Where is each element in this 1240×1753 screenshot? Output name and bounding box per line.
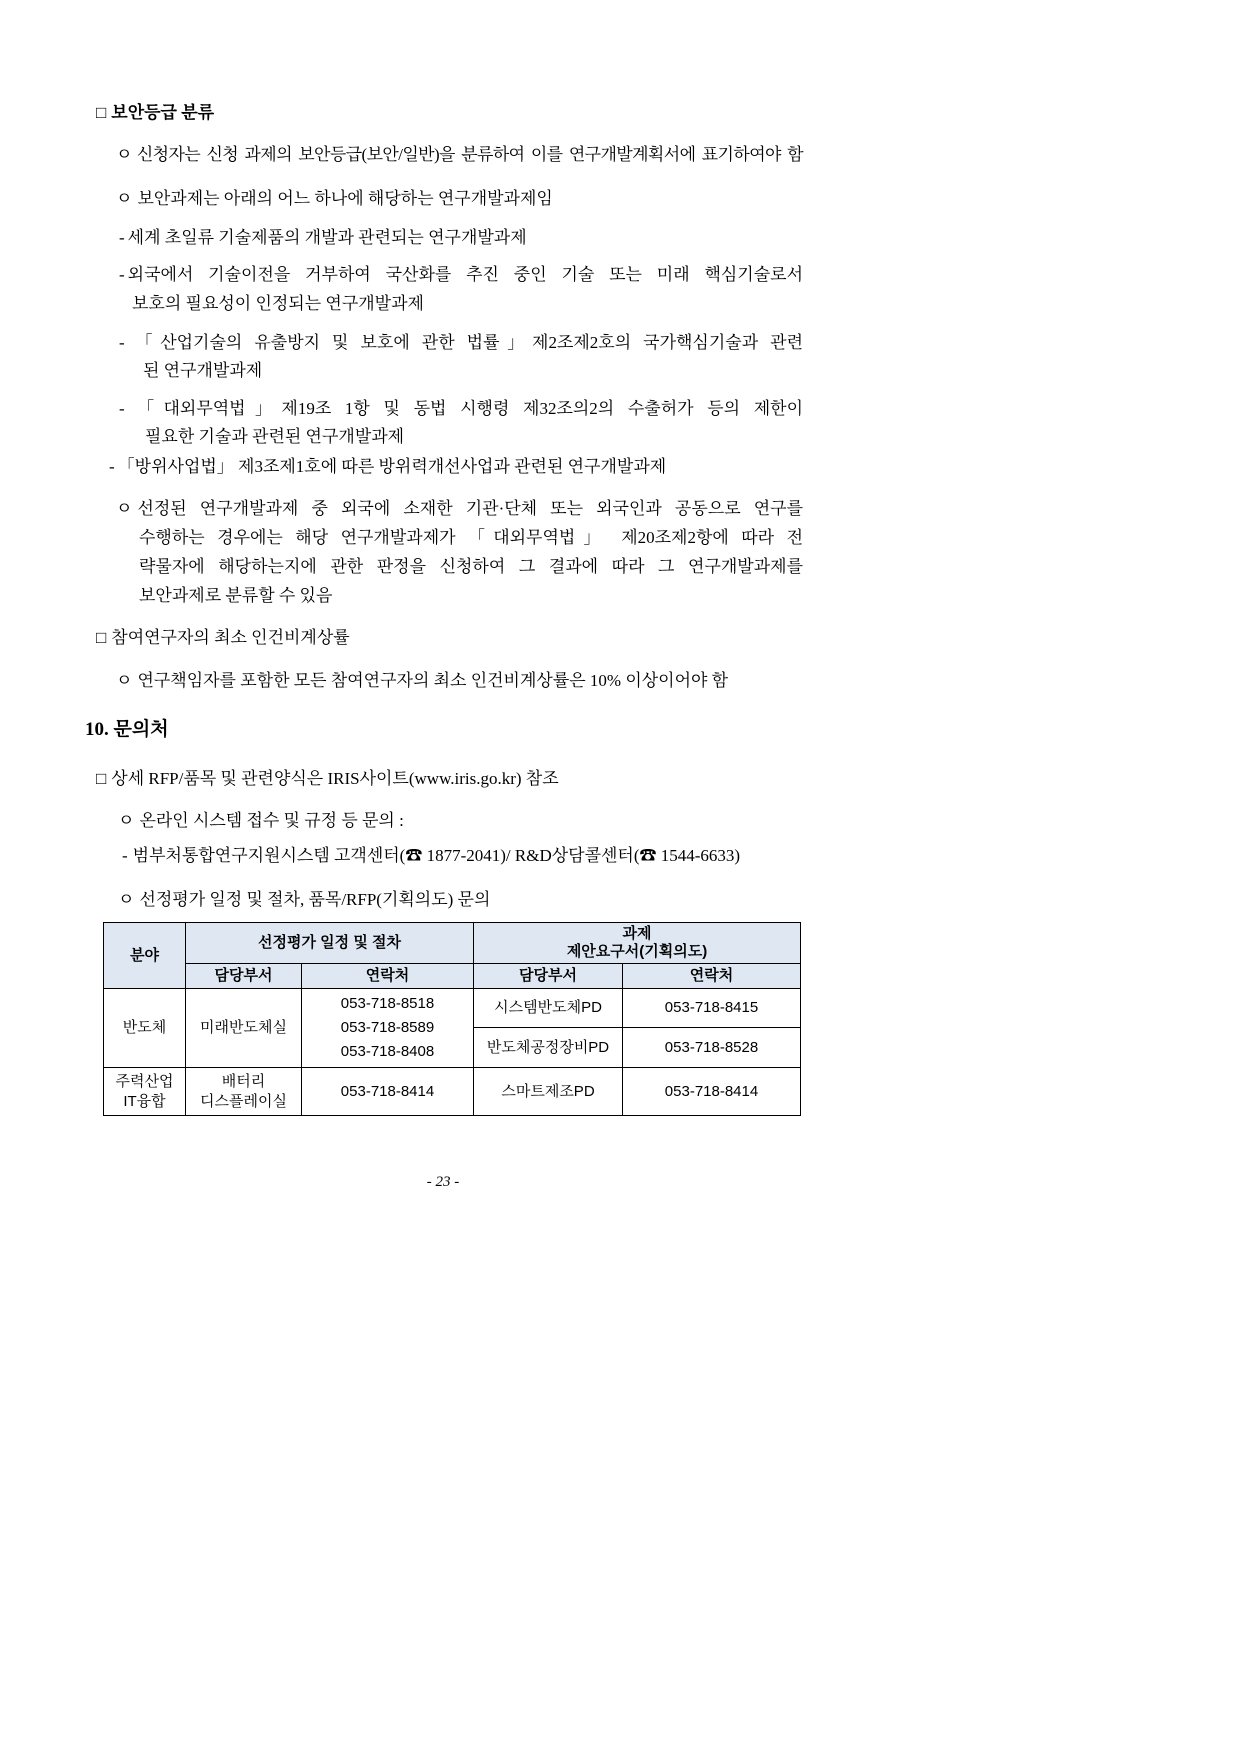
dash-marker: - [122, 846, 128, 865]
page-number: - 23 - [426, 1174, 460, 1190]
joint-research-line-3: 략물자에 해당하는지에 관한 판정을 신청하여 그 결과에 따라 그 연구개발과제를 [139, 557, 803, 576]
dept-name: 미래반도체실 [200, 1019, 287, 1036]
table-subheader-row [104, 964, 801, 989]
labor-cost-rule-text: 연구책임자를 포함한 모든 참여연구자의 최소 인건비계상률은 10% 이상이어야 함 [137, 671, 729, 690]
joint-research-item [116, 498, 803, 520]
hotline-text: 범부처통합연구지원시스템 고객센터(☎ 1877-2041)/ R&D상담콜센터(☎ 1544-6633) [132, 846, 741, 865]
criterion-3-line-1: 「산업기술의 유출방지 및 보호에 관한 법률」제2조제2호의 국가핵심기술과 관련 [127, 333, 803, 352]
contact-detail-item [96, 768, 559, 790]
evaluation-inquiry-item [118, 889, 490, 911]
bullet-marker: ㅇ [116, 499, 133, 518]
pd-name: 시스템반도체PD [474, 989, 623, 1028]
dept-cell [186, 1068, 302, 1116]
header-phone: 연락처 [302, 964, 474, 989]
criterion-1 [119, 227, 527, 249]
checkbox-marker: □ [96, 769, 107, 788]
hotline-item [122, 845, 740, 867]
header-rfp-line-2: 제안요구서(기획의도) [566, 943, 708, 960]
pd-name: 반도체공정장비PD [474, 1028, 623, 1068]
contact-table [103, 922, 801, 1116]
header-rfp-line-1: 과제 [622, 925, 652, 942]
field-name: 반도체 [122, 1019, 167, 1036]
security-grade-heading [96, 102, 214, 124]
header-field: 분야 [104, 923, 186, 989]
dash-marker: - [119, 333, 125, 352]
joint-research-line-2: 수행하는 경우에는 해당 연구개발과제가 「대외무역법」 제20조제2항에 따라 전 [139, 528, 803, 547]
security-tasks-item [116, 188, 553, 210]
criterion-4 [119, 398, 803, 420]
evaluation-inquiry-text: 선정평가 일정 및 절차, 품목/RFP(기획의도) 문의 [139, 890, 491, 909]
security-tasks-text: 보안과제는 아래의 어느 하나에 해당하는 연구개발과제임 [137, 189, 553, 208]
dept-cell [186, 989, 302, 1068]
table-row [104, 989, 801, 1028]
online-inquiry-text: 온라인 시스템 접수 및 규정 등 문의 : [139, 811, 404, 830]
dept-name-line-2: 디스플레이실 [200, 1092, 287, 1110]
dept-name-line-1: 배터리 [221, 1072, 266, 1090]
labor-cost-title: 참여연구자의 최소 인건비계상률 [111, 628, 350, 647]
phone-number: 053-718-8518 [340, 995, 435, 1012]
contact-section-heading [85, 717, 169, 743]
phones-cell [302, 989, 474, 1068]
section-title: 문의처 [113, 719, 169, 740]
header-pd-phone: 연락처 [623, 964, 801, 989]
header-pd-dept: 담당부서 [474, 964, 623, 989]
dash-marker: - [119, 265, 125, 284]
phone-number: 053-718-8589 [340, 1019, 435, 1036]
bullet-marker: ㅇ [118, 811, 135, 830]
dash-marker: - [119, 228, 125, 247]
security-classify-text: 신청자는 신청 과제의 보안등급(보안/일반)을 분류하여 이를 연구개발계획서에 표기하여야 함 [136, 145, 803, 164]
pd-phone: 053-718-8414 [623, 1068, 801, 1116]
criterion-1-line-1: 세계 초일류 기술제품의 개발과 관련되는 연구개발과제 [127, 228, 527, 247]
header-rfp [474, 923, 801, 964]
table-header-row [104, 923, 801, 964]
field-name-line-1: 주력산업 [115, 1072, 174, 1090]
header-dept: 담당부서 [186, 964, 302, 989]
criterion-2 [119, 264, 803, 286]
table-row [104, 1068, 801, 1116]
criterion-5 [109, 456, 666, 478]
field-name-line-2: IT융합 [123, 1092, 166, 1110]
security-classify-item [116, 144, 803, 166]
criterion-2-line-1: 외국에서 기술이전을 거부하여 국산화를 추진 중인 기술 또는 미래 핵심기술로서 [127, 265, 803, 284]
criterion-3-line-2: 된 연구개발과제 [143, 361, 263, 380]
phone-number: 053-718-8408 [340, 1043, 435, 1060]
header-evaluation-schedule: 선정평가 일정 및 절차 [186, 923, 474, 964]
labor-cost-heading [96, 627, 350, 649]
bullet-marker: ㅇ [118, 890, 135, 909]
criterion-4-line-1: 「대외무역법」제19조 1항 및 동법 시행령 제32조의2의 수출허가 등의 제한이 [127, 399, 803, 418]
pd-name: 스마트제조PD [474, 1068, 623, 1116]
criterion-4-line-2: 필요한 기술과 관련된 연구개발과제 [145, 427, 405, 446]
labor-cost-rule [116, 670, 728, 692]
bullet-marker: ㅇ [116, 189, 133, 208]
criterion-5-line-1: 「방위사업법」 제3조제1호에 따른 방위력개선사업과 관련된 연구개발과제 [117, 457, 667, 476]
pd-phone: 053-718-8415 [623, 989, 801, 1028]
joint-research-line-1: 선정된 연구개발과제 중 외국에 소재한 기관·단체 또는 외국인과 공동으로 연구를 [137, 499, 803, 518]
field-cell [104, 989, 186, 1068]
phone-number: 053-718-8414 [340, 1082, 435, 1100]
contact-detail-text: 상세 RFP/품목 및 관련양식은 IRIS사이트(www.iris.go.kr) 참조 [111, 769, 559, 788]
online-inquiry-item [118, 810, 404, 832]
bullet-marker: ㅇ [116, 145, 132, 164]
checkbox-marker: □ [96, 103, 107, 122]
dash-marker: - [109, 457, 115, 476]
dash-marker: - [119, 399, 125, 418]
section-number: 10. [85, 719, 109, 740]
pd-phone: 053-718-8528 [623, 1028, 801, 1068]
phones-cell [302, 1068, 474, 1116]
checkbox-marker: □ [96, 628, 107, 647]
criterion-2-line-2: 보호의 필요성이 인정되는 연구개발과제 [132, 294, 424, 313]
joint-research-line-4: 보안과제로 분류할 수 있음 [139, 586, 333, 605]
security-grade-title: 보안등급 분류 [111, 103, 215, 122]
criterion-3 [119, 332, 803, 354]
bullet-marker: ㅇ [116, 671, 133, 690]
field-cell [104, 1068, 186, 1116]
